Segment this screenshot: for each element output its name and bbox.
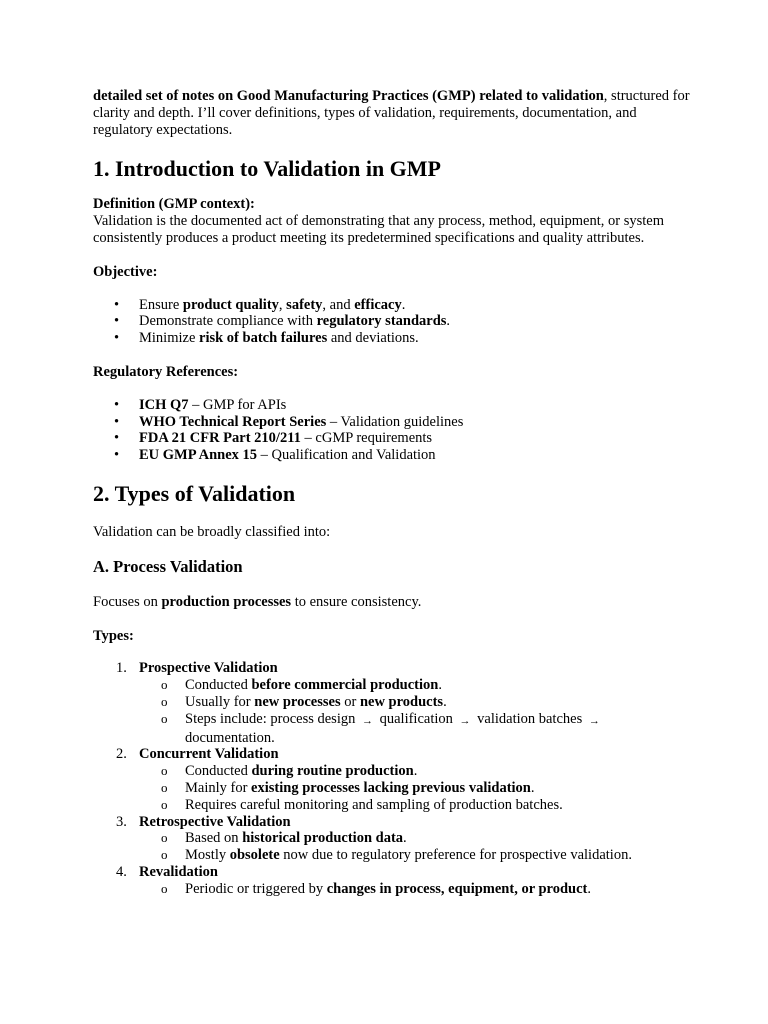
objective-label: Objective: [93, 263, 158, 280]
sub-list [139, 677, 693, 746]
refs-label: Regulatory References: [93, 363, 239, 380]
types-lead: Validation can be broadly classified into: [93, 523, 331, 540]
arrow-icon: → [588, 714, 600, 727]
section-2-heading: 2. Types of Validation [93, 480, 296, 506]
section-1-heading: 1. Introduction to Validation in GMP [93, 156, 441, 182]
list-item: • Minimize risk of batch failures and deviations. [93, 330, 693, 347]
objective-list [93, 297, 693, 347]
process-validation-heading: A. Process Validation [93, 556, 243, 576]
list-item: • EU GMP Annex 15 – Qualification and Validation [93, 447, 693, 464]
list-item: • WHO Technical Report Series – Validation guidelines [93, 414, 693, 431]
intro-bold: detailed set of notes on Good Manufacturing Practices (GMP) related to validation [93, 88, 604, 104]
list-item: o Requires careful monitoring and sampling of production batches. [93, 797, 693, 814]
list-item: o Mostly obsolete now due to regulatory preference for prospective validation. [93, 847, 693, 864]
sub-list [139, 763, 693, 813]
list-item: • Ensure product quality, safety, and efficacy. [93, 297, 693, 314]
types-list [93, 660, 693, 897]
list-item: o Mainly for existing processes lacking previous validation. [93, 780, 693, 797]
list-item: o Conducted during routine production. [93, 763, 693, 780]
arrow-icon: → [459, 714, 471, 727]
intro-text: structured for clarity and depth. I’ll cover definitions, types of validation, requirements, documentation, and regulatory expectations. [93, 88, 690, 138]
list-item: o Steps include: process design → qualification → validation batches → documentation. [93, 711, 693, 747]
list-item: • Demonstrate compliance with regulatory standards. [93, 313, 693, 330]
list-item: o Usually for new processes or new products. [93, 694, 693, 711]
list-item: • FDA 21 CFR Part 210/211 – cGMP requirements [93, 430, 693, 447]
sub-list [139, 830, 693, 864]
list-item: 4. Revalidation o Periodic or triggered by changes in process, equipment, or product. [93, 864, 693, 898]
sub-list [139, 881, 693, 898]
document-page [93, 88, 693, 898]
list-item: 1. Prospective Validation o Conducted before commercial production. o Usually for new processes or new products. o Steps include: process design → qualification → validation batches → documentation. [93, 660, 693, 746]
intro-paragraph: detailed set of notes on Good Manufacturing Practices (GMP) related to validation, structured for clarity and depth. I’ll cover definitions, types of validation, requirements, documentation, and regulatory expectations. [93, 88, 690, 138]
refs-list [93, 397, 693, 464]
arrow-icon: → [361, 714, 373, 727]
list-item: 3. Retrospective Validation o Based on historical production data. o Mostly obsolete now due to regulatory preference for prospective validation. [93, 814, 693, 864]
types-label: Types: [93, 627, 134, 644]
focus-text: Focuses on production processes to ensure consistency. [93, 593, 422, 610]
list-item: 2. Concurrent Validation o Conducted during routine production. o Mainly for existing processes lacking previous validation. o Requires careful monitoring and sampling of production batches. [93, 746, 693, 813]
list-item: o Conducted before commercial production. [93, 677, 693, 694]
list-item: o Based on historical production data. [93, 830, 693, 847]
definition-text: Validation is the documented act of demonstrating that any process, method, equipment, or system consistently produces a product meeting its predetermined specifications and quality attributes. [93, 213, 665, 246]
list-item: • ICH Q7 – GMP for APIs [93, 397, 693, 414]
list-item: o Periodic or triggered by changes in process, equipment, or product. [93, 881, 693, 898]
definition-label: Definition (GMP context): [93, 196, 255, 213]
